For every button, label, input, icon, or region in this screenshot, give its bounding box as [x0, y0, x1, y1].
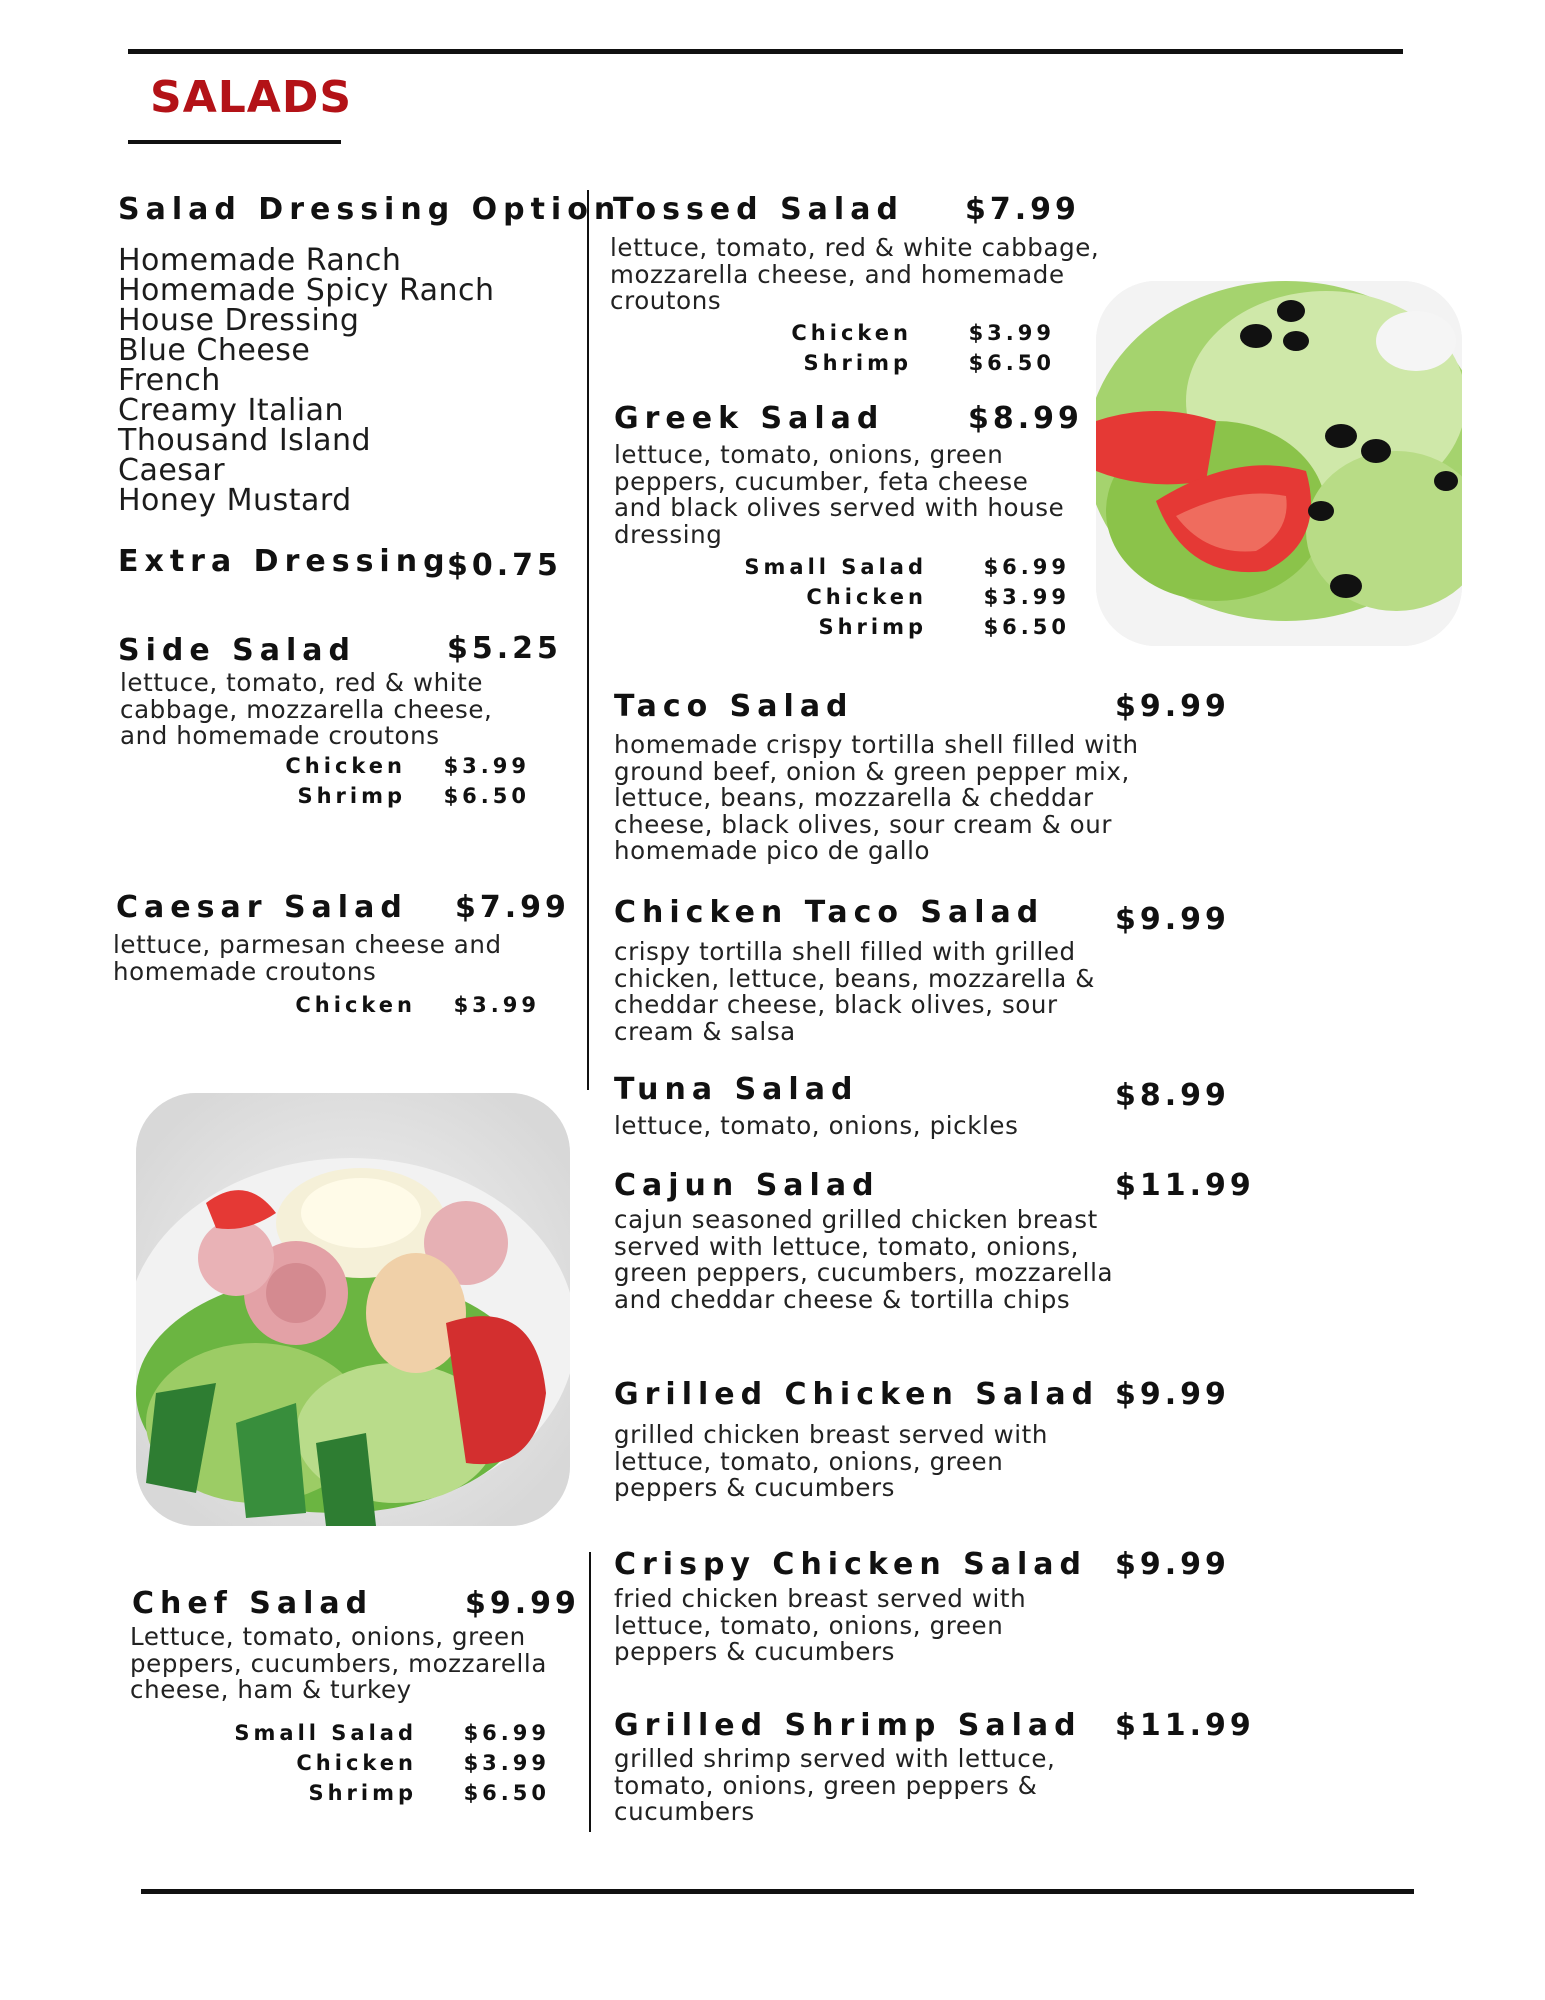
- item-price-chicken-taco-salad: $9.99: [1115, 902, 1230, 937]
- addon-price: $6.50: [463, 1781, 550, 1805]
- addon-row: [760, 351, 1055, 381]
- addons-chef-salad: [220, 1721, 550, 1811]
- addon-row: [740, 585, 1070, 615]
- item-price-crispy-chicken-salad: $9.99: [1115, 1547, 1230, 1582]
- item-name-chef-salad: Chef Salad: [132, 1586, 374, 1621]
- addon-row: [740, 555, 1070, 585]
- dressing-option: Caesar: [118, 453, 226, 488]
- extra-dressing-label: Extra Dressing: [118, 544, 451, 579]
- item-price-grilled-shrimp-salad: $11.99: [1115, 1708, 1255, 1743]
- addon-row: [220, 1721, 550, 1751]
- item-desc-tuna-salad: lettuce, tomato, onions, pickles: [614, 1111, 1019, 1140]
- item-desc-chicken-taco-salad: crispy tortilla shell filled with grilled chicken, lettuce, beans, mozzarella & cheddar cheese, black olives, sour cream & salsa: [614, 937, 1095, 1046]
- item-name-tuna-salad: Tuna Salad: [614, 1072, 859, 1107]
- item-price-taco-salad: $9.99: [1115, 689, 1230, 724]
- item-price-tuna-salad: $8.99: [1115, 1078, 1230, 1113]
- item-name-side-salad: Side Salad: [118, 633, 357, 668]
- item-name-tossed-salad: Tossed Salad: [613, 192, 904, 227]
- item-desc-greek-salad: lettuce, tomato, onions, green peppers, cucumber, feta cheese and black olives served with house dressing: [614, 440, 1065, 549]
- item-name-cajun-salad: Cajun Salad: [614, 1168, 880, 1203]
- addon-name: Small Salad: [234, 1721, 417, 1745]
- item-name-grilled-chicken-salad: Grilled Chicken Salad: [614, 1377, 1100, 1412]
- dressing-option: Homemade Spicy Ranch: [118, 273, 495, 308]
- greek-salad-photo: [1096, 281, 1462, 646]
- addon-name: Chicken: [296, 1751, 417, 1775]
- item-desc-tossed-salad: lettuce, tomato, red & white cabbage, mozzarella cheese, and homemade croutons: [610, 233, 1100, 315]
- dressing-option: French: [118, 363, 221, 398]
- item-name-chicken-taco-salad: Chicken Taco Salad: [614, 895, 1045, 930]
- item-name-greek-salad: Greek Salad: [614, 401, 885, 436]
- dressing-option: Blue Cheese: [118, 333, 311, 368]
- addon-name: Chicken: [295, 993, 416, 1017]
- item-desc-side-salad: lettuce, tomato, red & white cabbage, mozzarella cheese, and homemade croutons: [120, 668, 493, 750]
- addon-name: Small Salad: [744, 555, 927, 579]
- addon-row: [250, 993, 540, 1023]
- item-desc-grilled-shrimp-salad: grilled shrimp served with lettuce, tomato, onions, green peppers & cucumbers: [614, 1744, 1056, 1826]
- addon-price: $6.99: [983, 555, 1070, 579]
- addon-price: $3.99: [443, 754, 530, 778]
- addons-caesar-salad: [250, 993, 540, 1023]
- dressing-list: [118, 243, 495, 518]
- addon-name: Shrimp: [297, 784, 406, 808]
- item-price-cajun-salad: $11.99: [1115, 1168, 1255, 1203]
- addon-price: $6.99: [463, 1721, 550, 1745]
- page-title: SALADS: [150, 72, 353, 123]
- item-name-grilled-shrimp-salad: Grilled Shrimp Salad: [614, 1708, 1082, 1743]
- column-divider-bottom: [589, 1552, 591, 1832]
- item-name-caesar-salad: Caesar Salad: [116, 890, 408, 925]
- addon-price: $3.99: [463, 1751, 550, 1775]
- addons-side-salad: [250, 754, 530, 814]
- item-desc-cajun-salad: cajun seasoned grilled chicken breast served with lettuce, tomato, onions, green peppers, cucumbers, mozzarella and cheddar cheese & tortilla chips: [614, 1205, 1114, 1314]
- extra-dressing-price: $0.75: [447, 548, 562, 583]
- title-underline: [128, 140, 341, 144]
- addon-name: Chicken: [791, 321, 912, 345]
- addon-price: $3.99: [453, 993, 540, 1017]
- addon-price: $3.99: [983, 585, 1070, 609]
- item-price-tossed-salad: $7.99: [965, 192, 1080, 227]
- item-name-taco-salad: Taco Salad: [614, 689, 854, 724]
- dressing-option: Creamy Italian: [118, 393, 345, 428]
- addon-name: Chicken: [806, 585, 927, 609]
- addon-name: Shrimp: [803, 351, 912, 375]
- item-desc-crispy-chicken-salad: fried chicken breast served with lettuce, tomato, onions, green peppers & cucumbers: [614, 1584, 1027, 1666]
- column-divider-top: [587, 190, 589, 1090]
- addon-price: $6.50: [968, 351, 1055, 375]
- item-desc-chef-salad: Lettuce, tomato, onions, green peppers, cucumbers, mozzarella cheese, ham & turkey: [130, 1622, 547, 1704]
- chef-salad-photo: [136, 1093, 570, 1526]
- addon-row: [250, 754, 530, 784]
- addon-row: [250, 784, 530, 814]
- addon-price: $3.99: [968, 321, 1055, 345]
- item-price-chef-salad: $9.99: [465, 1586, 580, 1621]
- dressing-option: House Dressing: [118, 303, 360, 338]
- dressing-header: Salad Dressing Option: [118, 192, 622, 227]
- dressing-option: Thousand Island: [118, 423, 372, 458]
- item-desc-caesar-salad: lettuce, parmesan cheese and homemade croutons: [113, 930, 502, 986]
- item-price-caesar-salad: $7.99: [455, 890, 570, 925]
- dressing-option: Homemade Ranch: [118, 243, 402, 278]
- addon-name: Chicken: [285, 754, 406, 778]
- addon-name: Shrimp: [818, 615, 927, 639]
- bottom-rule: [141, 1889, 1414, 1894]
- item-price-grilled-chicken-salad: $9.99: [1115, 1377, 1230, 1412]
- addon-price: $6.50: [983, 615, 1070, 639]
- addons-greek-salad: [740, 555, 1070, 645]
- addon-row: [220, 1751, 550, 1781]
- item-desc-grilled-chicken-salad: grilled chicken breast served with lettuce, tomato, onions, green peppers & cucumbers: [614, 1420, 1048, 1502]
- addon-name: Shrimp: [308, 1781, 417, 1805]
- item-desc-taco-salad: homemade crispy tortilla shell filled with ground beef, onion & green pepper mix, lettuce, beans, mozzarella & cheddar cheese, black olives, sour cream & our homemade pico de gallo: [614, 730, 1139, 865]
- addon-price: $6.50: [443, 784, 530, 808]
- item-name-crispy-chicken-salad: Crispy Chicken Salad: [614, 1547, 1088, 1582]
- addon-row: [760, 321, 1055, 351]
- addon-row: [220, 1781, 550, 1811]
- addon-row: [740, 615, 1070, 645]
- dressing-option: Honey Mustard: [118, 483, 352, 518]
- addons-tossed-salad: [760, 321, 1055, 381]
- top-rule: [128, 49, 1403, 54]
- item-price-greek-salad: $8.99: [968, 401, 1083, 436]
- item-price-side-salad: $5.25: [447, 631, 562, 666]
